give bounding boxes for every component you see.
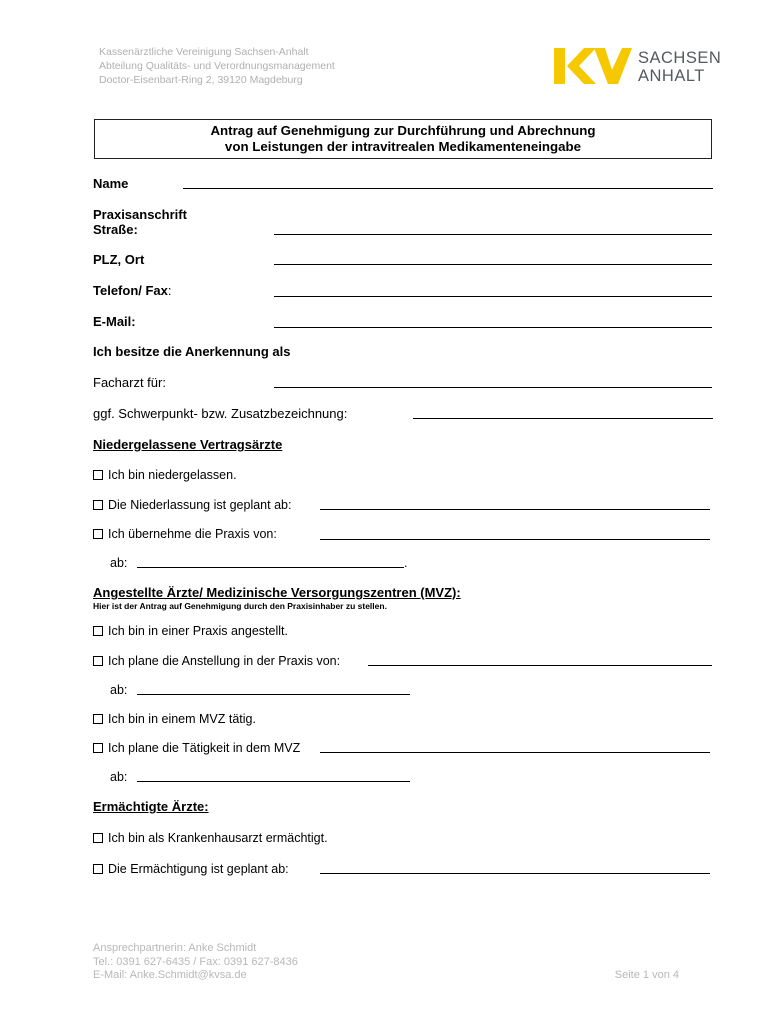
checkbox-label: Ich bin in einem MVZ tätig. xyxy=(108,712,256,726)
title-line-2: von Leistungen der intravitrealen Medikamenteneingabe xyxy=(224,139,582,154)
anstellung-ab-label: ab: xyxy=(110,683,128,697)
section-heading-niedergelassen: Niedergelassene Vertragsärzte xyxy=(93,437,283,452)
strasse-label: Straße: xyxy=(93,222,138,237)
schwerpunkt-label: ggf. Schwerpunkt- bzw. Zusatzbezeichnung: xyxy=(93,406,348,421)
org-line-3: Doctor-Eisenbart-Ring 2, 39120 Magdeburg xyxy=(99,74,303,86)
checkbox-label: Ich plane die Anstellung in der Praxis von: xyxy=(108,654,341,668)
checkbox-icon[interactable] xyxy=(93,470,103,480)
form-title xyxy=(94,119,712,159)
footer-phone: Tel.: 0391 627-6435 / Fax: 0391 627-8436 xyxy=(93,955,298,968)
checkbox-praxis-angestellt[interactable] xyxy=(93,623,288,639)
checkbox-label: Ich bin als Krankenhausarzt ermächtigt. xyxy=(108,831,328,845)
footer-contact-person: Ansprechpartnerin: Anke Schmidt xyxy=(93,942,257,954)
mvz-ab-line[interactable] xyxy=(137,781,410,782)
checkbox-icon[interactable] xyxy=(93,500,103,510)
anstellung-praxis-line[interactable] xyxy=(368,665,712,666)
checkbox-anstellung-geplant[interactable] xyxy=(93,653,340,669)
checkbox-icon[interactable] xyxy=(93,529,103,539)
schwerpunkt-input-line[interactable] xyxy=(413,418,713,419)
angestellt-note: Hier ist der Antrag auf Genehmigung durch den Praxisinhaber zu stellen. xyxy=(93,601,387,611)
praxis-uebernahme-line[interactable] xyxy=(320,539,710,540)
uebernahme-ab-line[interactable] xyxy=(137,567,404,568)
checkbox-icon[interactable] xyxy=(93,626,103,636)
facharzt-input-line[interactable] xyxy=(274,387,712,388)
anerkennung-label: Ich besitze die Anerkennung als xyxy=(93,344,291,359)
checkbox-icon[interactable] xyxy=(93,864,103,874)
checkbox-praxis-uebernahme[interactable] xyxy=(93,526,277,542)
telefon-fax-label xyxy=(93,283,172,299)
checkbox-krankenhausarzt[interactable] xyxy=(93,830,328,846)
checkbox-ermaechtigung-geplant[interactable] xyxy=(93,861,289,877)
name-input-line[interactable] xyxy=(183,188,713,189)
kv-sachsen-anhalt-logo xyxy=(552,44,722,88)
plz-ort-label: PLZ, Ort xyxy=(93,252,145,267)
niederlassung-date-line[interactable] xyxy=(320,509,710,510)
checkbox-label: Ich übernehme die Praxis von: xyxy=(108,527,277,541)
telefon-fax-text: Telefon/ Fax xyxy=(93,283,168,298)
plz-ort-input-line[interactable] xyxy=(274,264,712,265)
checkbox-label: Die Niederlassung ist geplant ab: xyxy=(108,498,292,512)
checkbox-niedergelassen[interactable] xyxy=(93,467,237,483)
checkbox-icon[interactable] xyxy=(93,714,103,724)
checkbox-icon[interactable] xyxy=(93,743,103,753)
title-line-1: Antrag auf Genehmigung zur Durchführung und Abrechnung xyxy=(210,123,596,138)
praxisanschrift-label: Praxisanschrift xyxy=(93,207,187,222)
email-input-line[interactable] xyxy=(274,327,712,328)
checkbox-label: Ich plane die Tätigkeit in dem MVZ xyxy=(108,741,301,755)
checkbox-label: Ich bin niedergelassen. xyxy=(108,468,237,482)
facharzt-label: Facharzt für: xyxy=(93,375,166,390)
logo-text-sachsen: SACHSEN xyxy=(638,49,722,67)
mvz-ab-label: ab: xyxy=(110,770,128,784)
telefon-fax-colon: : xyxy=(167,283,172,298)
checkbox-mvz-geplant[interactable] xyxy=(93,740,300,756)
organization-address xyxy=(99,45,335,87)
checkbox-icon[interactable] xyxy=(93,833,103,843)
strasse-input-line[interactable] xyxy=(274,234,712,235)
org-line-1: Kassenärztliche Vereinigung Sachsen-Anhalt xyxy=(99,46,309,58)
checkbox-icon[interactable] xyxy=(93,656,103,666)
mvz-line[interactable] xyxy=(320,752,710,753)
checkbox-label: Ich bin in einer Praxis angestellt. xyxy=(108,624,288,638)
name-label: Name xyxy=(93,176,129,191)
footer-contact xyxy=(93,942,298,983)
section-heading-angestellt: Angestellte Ärzte/ Medizinische Versorgungszentren (MVZ): xyxy=(93,585,461,600)
org-line-2: Abteilung Qualitäts- und Verordnungsmanagement xyxy=(99,60,335,72)
uebernahme-ab-period: . xyxy=(404,556,408,570)
kv-logo-icon xyxy=(552,44,634,88)
section-heading-ermaechtigt: Ermächtigte Ärzte: xyxy=(93,799,209,814)
footer-email: E-Mail: Anke.Schmidt@kvsa.de xyxy=(93,969,247,981)
anstellung-ab-line[interactable] xyxy=(137,694,410,695)
logo-text-anhalt: ANHALT xyxy=(638,67,705,85)
checkbox-niederlassung-geplant[interactable] xyxy=(93,497,291,513)
checkbox-mvz-taetig[interactable] xyxy=(93,711,256,727)
email-label: E-Mail: xyxy=(93,314,136,329)
uebernahme-ab-label: ab: xyxy=(110,556,128,570)
ermaechtigung-date-line[interactable] xyxy=(320,873,710,874)
checkbox-label: Die Ermächtigung ist geplant ab: xyxy=(108,862,289,876)
telefon-fax-input-line[interactable] xyxy=(274,296,712,297)
page-number: Seite 1 von 4 xyxy=(614,969,679,981)
